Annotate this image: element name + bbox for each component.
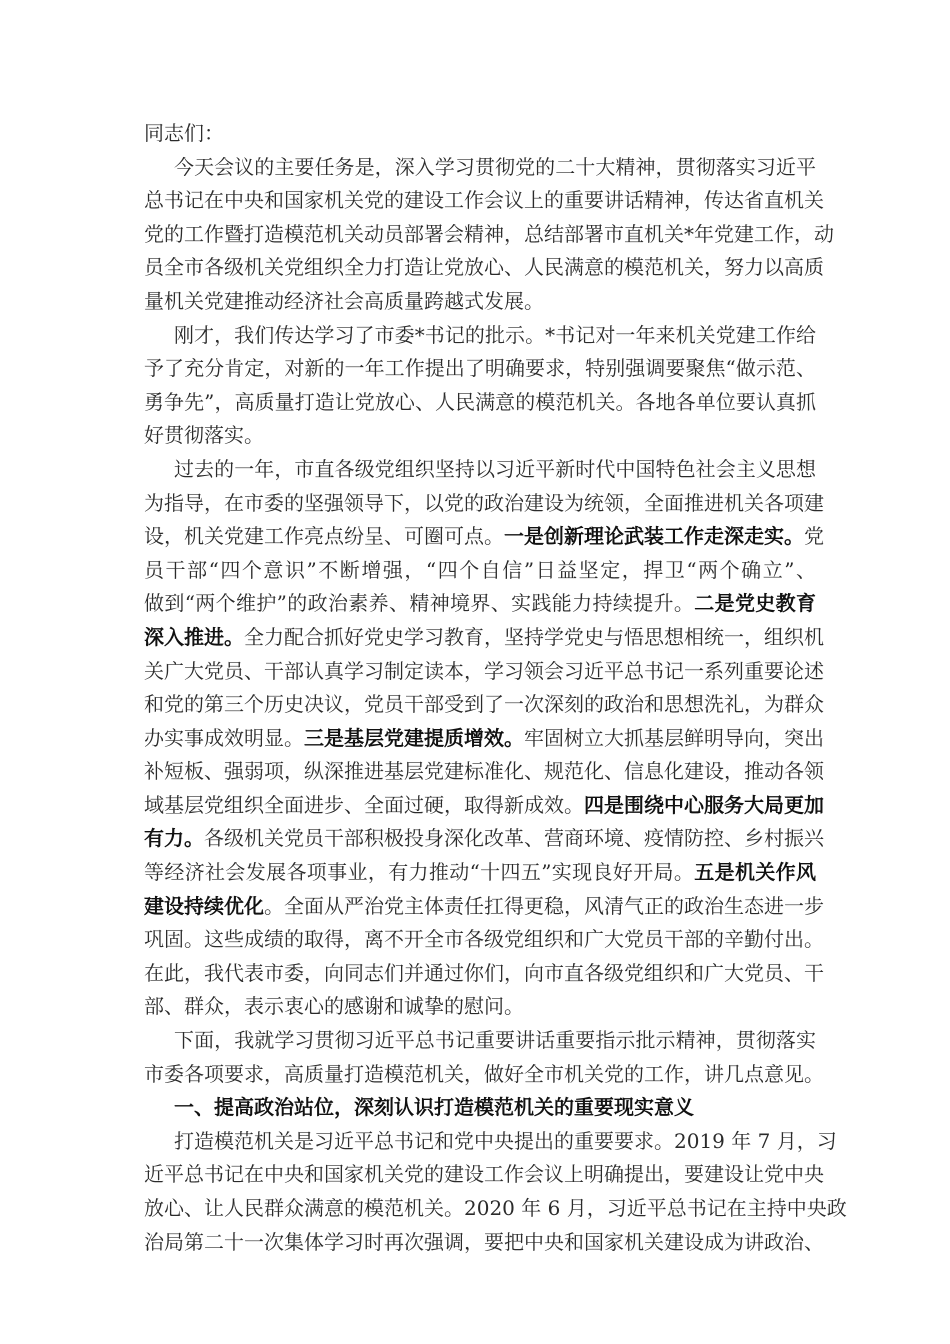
text: 党 <box>804 524 824 549</box>
text-line <box>144 352 816 386</box>
paragraph <box>144 151 834 319</box>
text: 全力配合抓好党史学习教育，坚持学党史与悟思想相统一，组织机 <box>244 624 824 649</box>
text: 巩固。这些成绩的取得，离不开全市各级党组织和广大党员干部的辛勤付出。 <box>144 927 824 952</box>
text-line <box>144 1058 824 1092</box>
text-line <box>144 688 824 722</box>
text: 过去的一年，市直各级党组织坚持以习近平新时代中国特色社会主义思想 <box>174 456 816 481</box>
salutation: 同志们： <box>144 121 224 145</box>
text-line <box>144 789 824 823</box>
bold-text: 建设持续优化 <box>144 893 264 918</box>
text-line <box>144 1091 816 1125</box>
text: 一、提高政治站位，深刻认识打造模范机关的重要现实意义 <box>174 1095 694 1120</box>
paragraph <box>144 1125 847 1259</box>
text: 为指导，在市委的坚强领导下，以党的政治建设为统领，全面推进机关各项建 <box>144 490 824 515</box>
text-line <box>144 621 824 655</box>
paragraph <box>144 319 816 453</box>
text: 勇争先”，高质量打造让党放心、人民满意的模范机关。各地各单位要认真抓 <box>144 389 816 414</box>
text: 。全面从严治党主体责任扛得更稳，风清气正的政治生态进一步 <box>264 893 824 918</box>
document-page <box>144 117 847 1259</box>
text-line <box>144 1024 816 1058</box>
text-line <box>144 319 816 353</box>
text-line <box>144 587 816 621</box>
text-line <box>144 1226 824 1260</box>
bold-text: 一是创新理论武装工作走深走实。 <box>504 524 804 549</box>
text: 设，机关党建工作亮点纷呈、可圈可点。 <box>144 524 504 549</box>
text-line <box>144 218 834 252</box>
text-line <box>144 453 816 487</box>
text: 员干部“四个意识”不断增强，“四个自信”日益坚定，捍卫“两个确立”、 <box>144 557 816 582</box>
bold-text: 五是机关作风 <box>694 860 816 885</box>
text: 好贯彻落实。 <box>144 423 264 448</box>
text: 治局第二十一次集体学习时再次强调，要把中央和国家机关建设成为讲政治、 <box>144 1229 824 1254</box>
text: 关广大党员、干部认真学习制定读本，学习领会习近平总书记一系列重要论述 <box>144 658 824 683</box>
section-heading <box>144 1091 816 1125</box>
text-line <box>144 520 824 554</box>
text-line <box>144 151 816 185</box>
text-line <box>144 990 816 1024</box>
text: 下面，我就学习贯彻习近平总书记重要讲话重要指示批示精神，贯彻落实 <box>174 1028 816 1053</box>
text: 打造模范机关是习近平总书记和党中央提出的重要要求。2019 年 7 月，习 <box>174 1128 837 1153</box>
text: 量机关党建推动经济社会高质量跨越式发展。 <box>144 288 544 313</box>
text-line <box>144 487 824 521</box>
text: 牢固树立大抓基层鲜明导向，突出 <box>524 725 824 750</box>
text: 总书记在中央和国家机关党的建设工作会议上的重要讲话精神，传达省直机关 <box>144 188 824 213</box>
text: 办实事成效明显。 <box>144 725 304 750</box>
bold-text: 四是围绕中心服务大局更加 <box>584 792 824 817</box>
text-line <box>144 554 816 588</box>
bold-text: 有力。 <box>144 826 204 851</box>
text: 做到“两个维护”的政治素养、精神境界、实践能力持续提升。 <box>144 591 695 616</box>
text: 党的工作暨打造模范机关动员部署会精神，总结部署市直机关*年党建工作，动 <box>144 221 834 246</box>
text-line <box>144 822 824 856</box>
text-line <box>144 184 824 218</box>
text: 在此，我代表市委，向同志们并通过你们，向市直各级党组织和广大党员、干 <box>144 960 824 985</box>
text-line <box>144 722 824 756</box>
text: 今天会议的主要任务是，深入学习贯彻党的二十大精神，贯彻落实习近平 <box>174 154 816 179</box>
paragraph <box>144 453 824 1024</box>
bold-text: 二是党史教育 <box>694 591 816 616</box>
text: 刚才，我们传达学习了市委*书记的批示。*书记对一年来机关党建工作给 <box>174 322 816 347</box>
text: 各级机关党员干部积极投身深化改革、营商环境、疫情防控、乡村振兴 <box>204 826 824 851</box>
text: 部、群众，表示衷心的感谢和诚挚的慰问。 <box>144 994 524 1019</box>
document-body <box>144 151 847 1260</box>
text-line <box>144 251 824 285</box>
text-line <box>144 1158 824 1192</box>
text-line <box>144 1192 847 1226</box>
text: 域基层党组织全面进步、全面过硬，取得新成效。 <box>144 792 584 817</box>
bold-text: 三是基层党建提质增效。 <box>304 725 524 750</box>
text: 员全市各级机关党组织全力打造让党放心、人民满意的模范机关，努力以高质 <box>144 255 824 280</box>
text-line <box>144 923 824 957</box>
text-line <box>144 285 816 319</box>
text-line <box>144 419 816 453</box>
text: 和党的第三个历史决议，党员干部受到了一次深刻的政治和思想洗礼，为群众 <box>144 692 824 717</box>
text: 市委各项要求，高质量打造模范机关，做好全市机关党的工作，讲几点意见。 <box>144 1061 824 1086</box>
text: 补短板、强弱项，纵深推进基层党建标准化、规范化、信息化建设，推动各领 <box>144 759 824 784</box>
text-line <box>144 890 824 924</box>
text-line <box>144 755 824 789</box>
text-line <box>144 655 824 689</box>
bold-text: 深入推进。 <box>144 624 244 649</box>
text-line <box>144 386 816 420</box>
paragraph <box>144 1024 824 1091</box>
text: 近平总书记在中央和国家机关党的建设工作会议上明确提出，要建设让党中央 <box>144 1162 824 1187</box>
text-line <box>144 1125 837 1159</box>
text-line <box>144 856 816 890</box>
text: 等经济社会发展各项事业，有力推动“十四五”实现良好开局。 <box>144 860 695 885</box>
text-line <box>144 957 824 991</box>
text: 予了充分肯定，对新的一年工作提出了明确要求，特别强调要聚焦“做示范、 <box>144 356 816 381</box>
text: 放心、让人民群众满意的模范机关。2020 年 6 月，习近平总书记在主持中央政 <box>144 1196 847 1220</box>
